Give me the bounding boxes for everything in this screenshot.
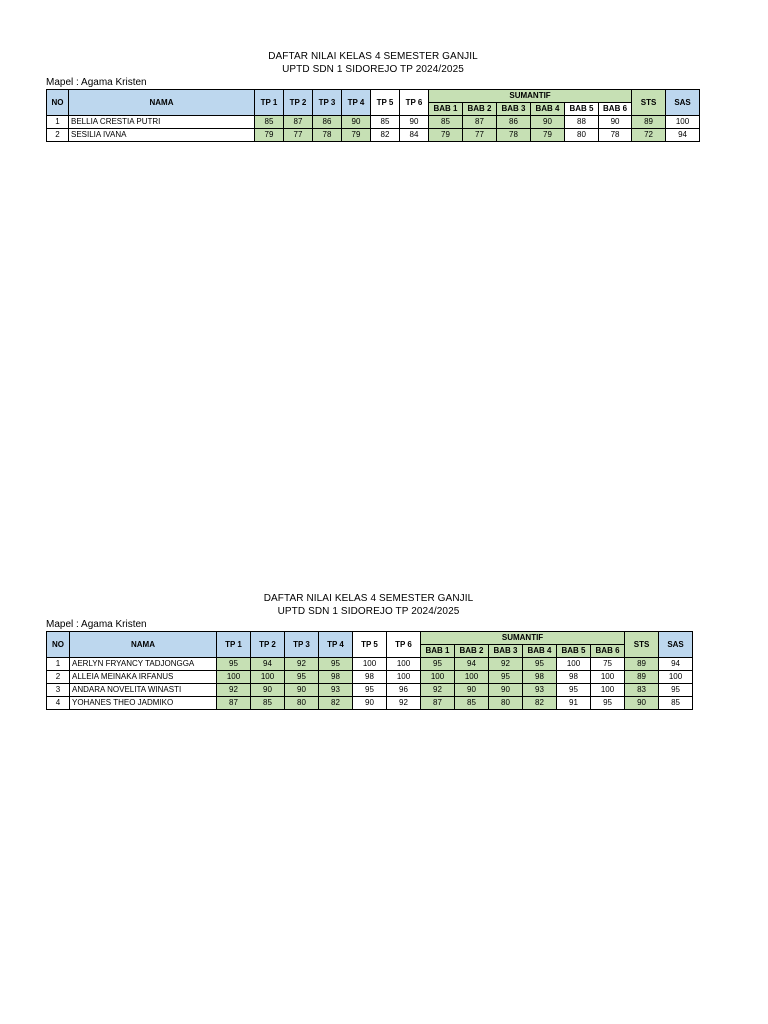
cell-tp-2: 100	[251, 671, 285, 684]
cell-nama: SESILIA IVANA	[69, 129, 255, 142]
header-tp-3: TP 3	[313, 90, 342, 116]
cell-nama: BELLIA CRESTIA PUTRI	[69, 116, 255, 129]
cell-no: 4	[47, 697, 70, 710]
cell-bab-1: 79	[429, 129, 463, 142]
header-bab-2: BAB 2	[463, 103, 497, 116]
cell-tp-3: 95	[285, 671, 319, 684]
header-sts: STS	[632, 90, 666, 116]
grade-table	[46, 89, 700, 142]
subject-label: Mapel : Agama Kristen	[46, 77, 147, 88]
table-row	[47, 684, 693, 697]
cell-bab-2: 85	[455, 697, 489, 710]
cell-bab-6: 100	[591, 671, 625, 684]
cell-tp-1: 92	[217, 684, 251, 697]
cell-bab-6: 90	[599, 116, 632, 129]
cell-tp-3: 78	[313, 129, 342, 142]
table-row	[47, 671, 693, 684]
grade-sheet-1	[46, 50, 700, 142]
subject-label: Mapel : Agama Kristen	[46, 619, 147, 630]
header-bab-1: BAB 1	[421, 645, 455, 658]
cell-sts: 89	[632, 116, 666, 129]
cell-tp-4: 95	[319, 658, 353, 671]
header-tp-4: TP 4	[319, 632, 353, 658]
cell-bab-4: 82	[523, 697, 557, 710]
header-bab-5: BAB 5	[565, 103, 599, 116]
cell-bab-5: 91	[557, 697, 591, 710]
cell-bab-2: 100	[455, 671, 489, 684]
header-bab-3: BAB 3	[489, 645, 523, 658]
cell-no: 1	[47, 658, 70, 671]
header-tp-1: TP 1	[217, 632, 251, 658]
cell-nama: ANDARA NOVELITA WINASTI	[70, 684, 217, 697]
cell-bab-3: 80	[489, 697, 523, 710]
header-tp-2: TP 2	[251, 632, 285, 658]
cell-tp-6: 96	[387, 684, 421, 697]
header-sas: SAS	[666, 90, 700, 116]
cell-tp-2: 87	[284, 116, 313, 129]
header-tp-1: TP 1	[255, 90, 284, 116]
header-tp-5: TP 5	[371, 90, 400, 116]
cell-bab-6: 100	[591, 684, 625, 697]
cell-bab-4: 98	[523, 671, 557, 684]
cell-tp-5: 98	[353, 671, 387, 684]
cell-nama: YOHANES THEO JADMIKO	[70, 697, 217, 710]
cell-tp-6: 100	[387, 658, 421, 671]
cell-tp-6: 90	[400, 116, 429, 129]
header-bab-5: BAB 5	[557, 645, 591, 658]
cell-bab-1: 87	[421, 697, 455, 710]
cell-tp-5: 85	[371, 116, 400, 129]
cell-tp-5: 90	[353, 697, 387, 710]
table-row	[47, 129, 700, 142]
sheet-title-line-2: UPTD SDN 1 SIDOREJO TP 2024/2025	[277, 606, 460, 617]
header-tp-3: TP 3	[285, 632, 319, 658]
cell-sas: 85	[659, 697, 693, 710]
cell-no: 2	[47, 129, 69, 142]
header-tp-4: TP 4	[342, 90, 371, 116]
cell-bab-2: 87	[463, 116, 497, 129]
cell-bab-2: 90	[455, 684, 489, 697]
cell-bab-5: 80	[565, 129, 599, 142]
cell-bab-1: 100	[421, 671, 455, 684]
header-bab-6: BAB 6	[599, 103, 632, 116]
cell-tp-2: 90	[251, 684, 285, 697]
cell-bab-3: 90	[489, 684, 523, 697]
cell-sts: 72	[632, 129, 666, 142]
cell-bab-3: 92	[489, 658, 523, 671]
grade-sheet-2	[46, 592, 691, 710]
cell-bab-5: 95	[557, 684, 591, 697]
cell-bab-5: 88	[565, 116, 599, 129]
cell-bab-3: 86	[497, 116, 531, 129]
cell-bab-6: 78	[599, 129, 632, 142]
cell-bab-2: 94	[455, 658, 489, 671]
cell-sts: 83	[625, 684, 659, 697]
header-nama: NAMA	[69, 90, 255, 116]
cell-tp-5: 100	[353, 658, 387, 671]
cell-bab-2: 77	[463, 129, 497, 142]
cell-sas: 94	[659, 658, 693, 671]
cell-sts: 90	[625, 697, 659, 710]
header-bab-2: BAB 2	[455, 645, 489, 658]
table-row	[47, 116, 700, 129]
cell-tp-6: 84	[400, 129, 429, 142]
cell-no: 1	[47, 116, 69, 129]
cell-tp-2: 77	[284, 129, 313, 142]
cell-no: 3	[47, 684, 70, 697]
cell-tp-3: 92	[285, 658, 319, 671]
cell-tp-6: 100	[387, 671, 421, 684]
cell-nama: AERLYN FRYANCY TADJONGGA	[70, 658, 217, 671]
cell-bab-4: 90	[531, 116, 565, 129]
cell-tp-1: 85	[255, 116, 284, 129]
header-sumantif: SUMANTIF	[421, 632, 625, 645]
cell-bab-3: 78	[497, 129, 531, 142]
cell-tp-1: 87	[217, 697, 251, 710]
cell-tp-1: 79	[255, 129, 284, 142]
cell-nama: ALLEIA MEINAKA IRFANUS	[70, 671, 217, 684]
header-tp-6: TP 6	[400, 90, 429, 116]
cell-tp-5: 95	[353, 684, 387, 697]
header-no: NO	[47, 632, 70, 658]
cell-tp-4: 79	[342, 129, 371, 142]
cell-bab-5: 100	[557, 658, 591, 671]
header-sumantif: SUMANTIF	[429, 90, 632, 103]
cell-tp-2: 85	[251, 697, 285, 710]
cell-bab-6: 95	[591, 697, 625, 710]
cell-tp-4: 93	[319, 684, 353, 697]
header-bab-3: BAB 3	[497, 103, 531, 116]
header-tp-2: TP 2	[284, 90, 313, 116]
header-tp-6: TP 6	[387, 632, 421, 658]
header-bab-4: BAB 4	[523, 645, 557, 658]
cell-tp-6: 92	[387, 697, 421, 710]
cell-sas: 100	[666, 116, 700, 129]
cell-tp-4: 82	[319, 697, 353, 710]
cell-tp-3: 80	[285, 697, 319, 710]
cell-tp-3: 90	[285, 684, 319, 697]
cell-bab-4: 95	[523, 658, 557, 671]
cell-sts: 89	[625, 671, 659, 684]
cell-bab-1: 95	[421, 658, 455, 671]
cell-bab-5: 98	[557, 671, 591, 684]
cell-bab-3: 95	[489, 671, 523, 684]
grade-table	[46, 631, 693, 710]
cell-bab-1: 85	[429, 116, 463, 129]
cell-sas: 94	[666, 129, 700, 142]
header-sas: SAS	[659, 632, 693, 658]
cell-tp-1: 95	[217, 658, 251, 671]
cell-tp-3: 86	[313, 116, 342, 129]
header-no: NO	[47, 90, 69, 116]
cell-tp-5: 82	[371, 129, 400, 142]
cell-tp-4: 98	[319, 671, 353, 684]
cell-sts: 89	[625, 658, 659, 671]
cell-sas: 100	[659, 671, 693, 684]
header-bab-1: BAB 1	[429, 103, 463, 116]
sheet-title-line-1: DAFTAR NILAI KELAS 4 SEMESTER GANJIL	[263, 593, 474, 604]
header-bab-4: BAB 4	[531, 103, 565, 116]
cell-bab-4: 79	[531, 129, 565, 142]
sheet-title-line-2: UPTD SDN 1 SIDOREJO TP 2024/2025	[282, 64, 464, 75]
cell-bab-4: 93	[523, 684, 557, 697]
cell-tp-2: 94	[251, 658, 285, 671]
header-tp-5: TP 5	[353, 632, 387, 658]
cell-no: 2	[47, 671, 70, 684]
header-sts: STS	[625, 632, 659, 658]
table-row	[47, 658, 693, 671]
sheet-title-line-1: DAFTAR NILAI KELAS 4 SEMESTER GANJIL	[268, 51, 478, 62]
cell-bab-6: 75	[591, 658, 625, 671]
table-row	[47, 697, 693, 710]
cell-tp-4: 90	[342, 116, 371, 129]
cell-tp-1: 100	[217, 671, 251, 684]
cell-bab-1: 92	[421, 684, 455, 697]
header-nama: NAMA	[70, 632, 217, 658]
cell-sas: 95	[659, 684, 693, 697]
header-bab-6: BAB 6	[591, 645, 625, 658]
